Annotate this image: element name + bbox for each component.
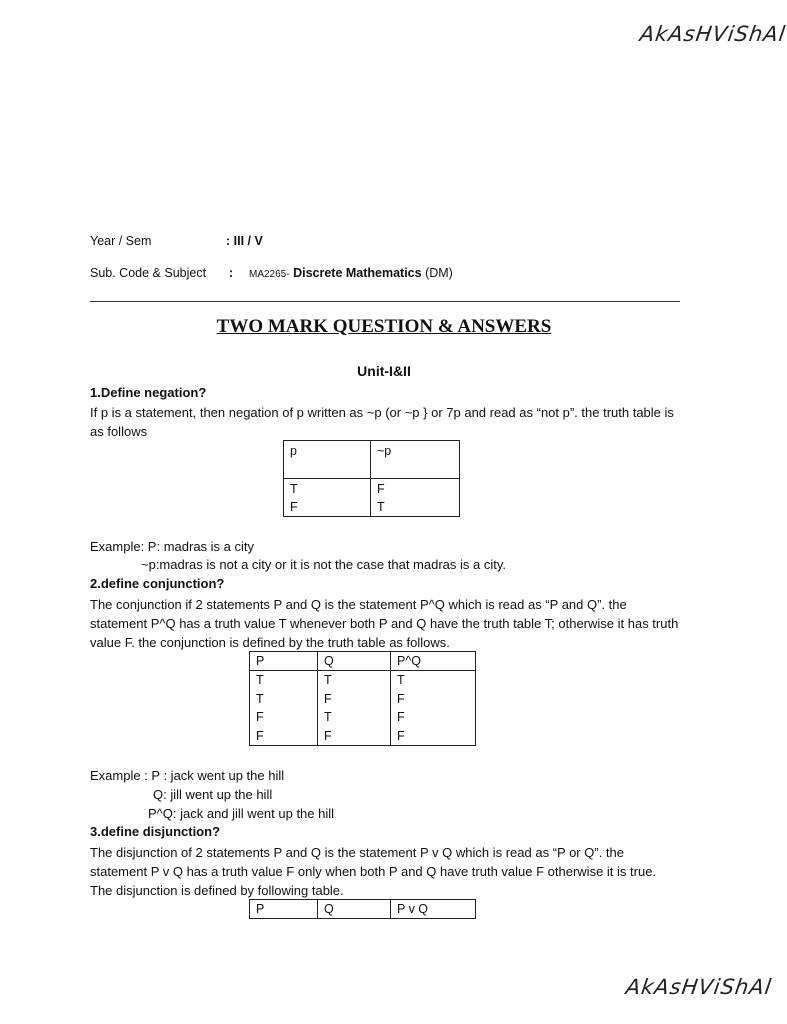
table-cell: F: [324, 728, 332, 743]
table-cell: F: [256, 728, 264, 743]
q1-heading: 1.Define negation?: [90, 385, 207, 400]
signature-bottom: AkAsHViShAl: [624, 975, 774, 999]
q2-col-q: [318, 671, 391, 746]
q1-example-2: ~p:madras is not a city or it is not the case that madras is a city.: [141, 557, 506, 572]
q2-body: The conjunction if 2 statements P and Q is the statement P^Q which is read as “P and Q”. the statement P^Q has a truth value T whenever both P and Q have the truth table T; otherwise it has truth value F. the conjunction is defined by the truth table as follows.: [90, 597, 679, 650]
q2-heading: 2.define conjunction?: [90, 576, 225, 591]
q2-header-p: P: [250, 652, 318, 671]
q3-heading: 3.define disjunction?: [90, 824, 221, 839]
table-cell: F: [377, 482, 385, 496]
q1-header-p: p: [284, 441, 371, 479]
q2-truth-table: [249, 651, 476, 746]
q3-truth-table: [249, 899, 476, 919]
subject-code: MA2265-: [249, 269, 290, 280]
q2-example-2: Q: jill went up the hill: [153, 787, 273, 802]
q1-body: If p is a statement, then negation of p written as ~p (or ~p } or 7p and read as “not p”. the truth table is as follows: [90, 405, 674, 439]
q2-example-1: Example : P : jack went up the hill: [90, 768, 285, 783]
subject-line: [249, 266, 453, 280]
q2-col-pq: [391, 671, 476, 746]
q3-header-pvq: P v Q: [391, 900, 476, 919]
table-cell: F: [256, 710, 264, 724]
table-cell: T: [377, 500, 385, 514]
table-cell: F: [397, 691, 405, 706]
q2-header-pq: P^Q: [391, 652, 476, 671]
q1-col-p: [284, 479, 371, 517]
subject-abbr: (DM): [425, 266, 453, 280]
q3-body: The disjunction of 2 statements P and Q is the statement P v Q which is read as “P or Q”. the statement P v Q has a truth value F only when both P and Q have truth value F otherwise it is true. The disjunction is defined by following table.: [90, 845, 657, 898]
q1-example-1: Example: P: madras is a city: [90, 539, 254, 554]
header-divider: [90, 301, 680, 302]
q1-header-notp: ~p: [371, 441, 460, 479]
table-cell: T: [324, 710, 332, 724]
table-cell: F: [290, 500, 298, 514]
table-cell: T: [256, 691, 264, 706]
q2-header-q: Q: [318, 652, 391, 671]
year-value: : III / V: [226, 234, 263, 248]
table-cell: F: [397, 728, 405, 743]
signature-top: AkAsHViShAl: [638, 22, 787, 46]
table-cell: T: [324, 673, 332, 687]
table-cell: T: [290, 482, 298, 496]
q3-header-q: Q: [318, 900, 391, 919]
table-cell: F: [397, 710, 405, 724]
q2-example-3: P^Q: jack and jill went up the hill: [148, 806, 335, 821]
page-title: TWO MARK QUESTION & ANSWERS: [216, 316, 552, 337]
q1-truth-table: [283, 440, 460, 517]
unit-heading: Unit-I&II: [357, 363, 411, 379]
subject-name: Discrete Mathematics: [293, 266, 422, 280]
table-cell: T: [256, 673, 264, 687]
subject-label: Sub. Code & Subject: [90, 266, 207, 280]
table-cell: F: [324, 691, 332, 706]
q2-col-p: [250, 671, 318, 746]
q3-header-p: P: [250, 900, 318, 919]
subject-colon: :: [229, 266, 234, 280]
q1-col-notp: [371, 479, 460, 517]
table-cell: T: [397, 673, 405, 687]
year-label: Year / Sem: [90, 234, 152, 248]
